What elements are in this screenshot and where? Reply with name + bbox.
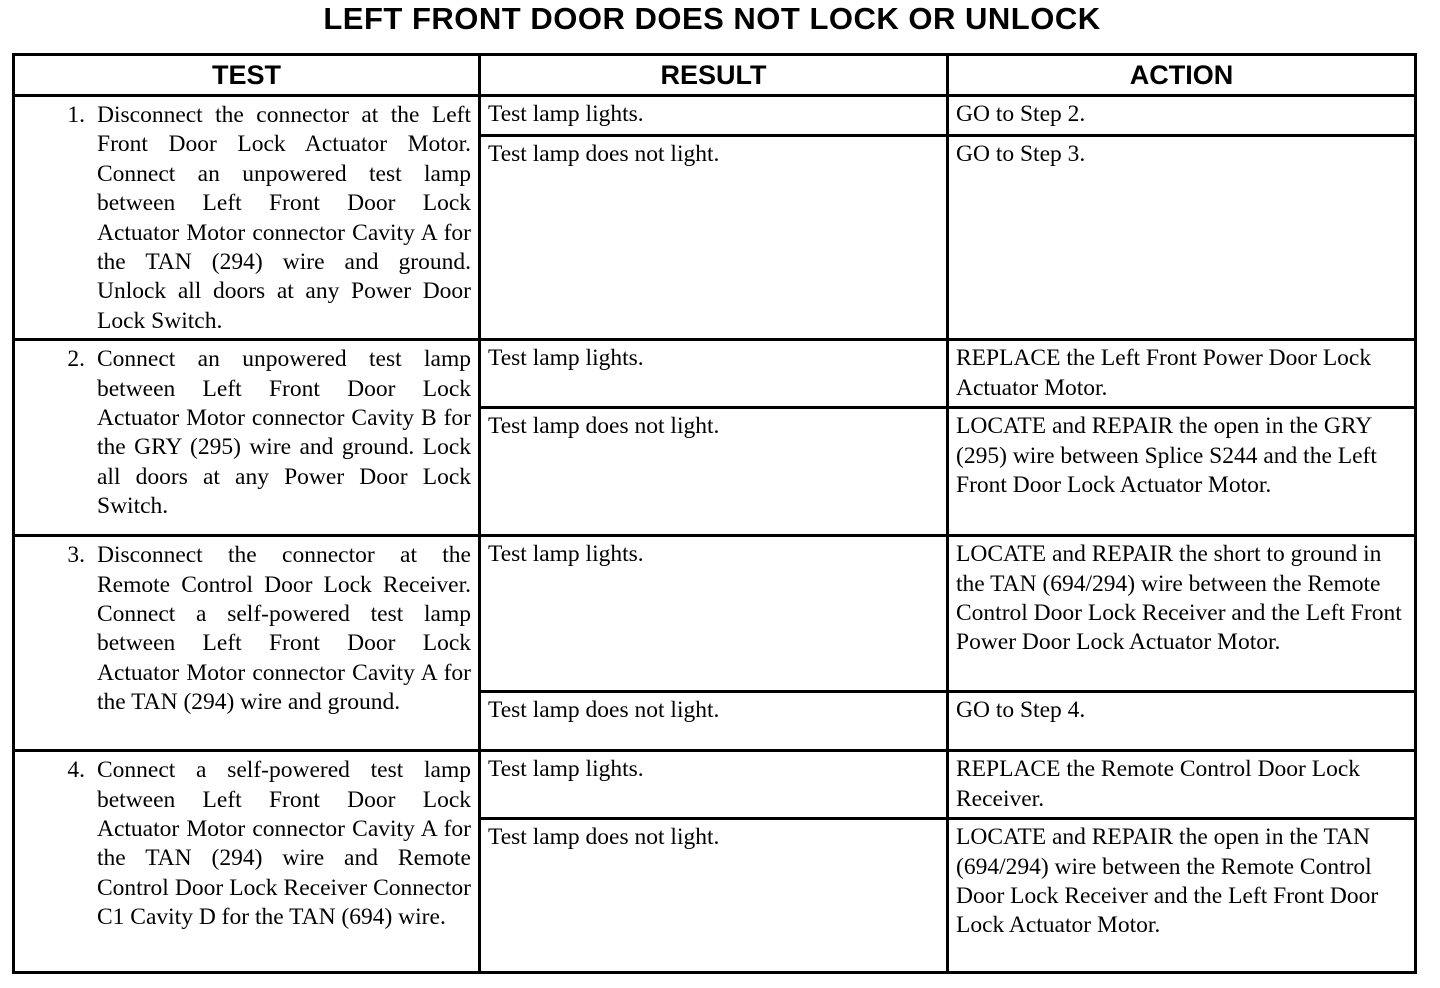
action-cell: LOCATE and REPAIR the short to ground in the TAN (694/294) wire between the Remote Control Door Lock Receiver and the Left Front Power Door Lock Actuator Motor.: [948, 536, 1416, 692]
result-cell: Test lamp does not light.: [480, 136, 948, 340]
diagnostic-table: [12, 53, 1417, 974]
step-1-test-cell: [14, 96, 480, 340]
step-number: 4.: [67, 757, 85, 784]
action-cell: LOCATE and REPAIR the open in the TAN (694/294) wire between the Remote Control Door Lock Receiver and the Left Front Door Lock Actuator Motor.: [948, 819, 1416, 973]
result-cell: Test lamp lights.: [480, 340, 948, 408]
table-row: [14, 536, 1416, 692]
table-row: [14, 96, 1416, 136]
header-action: ACTION: [948, 55, 1416, 96]
result-cell: Test lamp does not light.: [480, 692, 948, 751]
step-instruction: Disconnect the connector at the Left Front Door Lock Actuator Motor. Connect an unpowered test lamp between Left Front Door Lock Actuator Motor connector Cavity A for the TAN (294) wire and ground. Unlock all doors at any Power Door Lock Switch.: [97, 102, 471, 334]
result-cell: Test lamp does not light.: [480, 819, 948, 973]
header-row: [14, 55, 1416, 96]
result-cell: Test lamp lights.: [480, 96, 948, 136]
action-cell: REPLACE the Remote Control Door Lock Receiver.: [948, 751, 1416, 819]
table-row: [14, 340, 1416, 408]
step-instruction: Connect a self-powered test lamp between Left Front Door Lock Actuator Motor connector Cavity A for the TAN (294) wire and Remote Control Door Lock Receiver Connector C1 Cavity D for the TAN (694) wire.: [97, 757, 471, 931]
step-number: 1.: [67, 102, 85, 128]
page-title: LEFT FRONT DOOR DOES NOT LOCK OR UNLOCK: [323, 1, 1101, 36]
header-result: RESULT: [480, 55, 948, 96]
step-instruction: Disconnect the connector at the Remote Control Door Lock Receiver. Connect a self-powered test lamp between Left Front Door Lock Actuator Motor connector Cavity A for the TAN (294) wire and ground.: [97, 542, 471, 716]
header-test: TEST: [14, 55, 480, 96]
step-3-test-cell: [14, 536, 480, 751]
action-cell: GO to Step 4.: [948, 692, 1416, 751]
action-cell: LOCATE and REPAIR the open in the GRY (295) wire between Splice S244 and the Left Front Door Lock Actuator Motor.: [948, 408, 1416, 536]
step-number: 3.: [67, 542, 85, 569]
action-cell: GO to Step 2.: [948, 96, 1416, 136]
result-cell: Test lamp lights.: [480, 751, 948, 819]
result-cell: Test lamp does not light.: [480, 408, 948, 536]
step-instruction: Connect an unpowered test lamp between Left Front Door Lock Actuator Motor connector Cavity B for the GRY (295) wire and ground. Lock all doors at any Power Door Lock Switch.: [97, 346, 471, 520]
result-cell: Test lamp lights.: [480, 536, 948, 692]
table-row: [14, 751, 1416, 819]
step-number: 2.: [67, 346, 85, 373]
step-2-test-cell: [14, 340, 480, 536]
action-cell: GO to Step 3.: [948, 136, 1416, 340]
action-cell: REPLACE the Left Front Power Door Lock Actuator Motor.: [948, 340, 1416, 408]
step-4-test-cell: [14, 751, 480, 973]
